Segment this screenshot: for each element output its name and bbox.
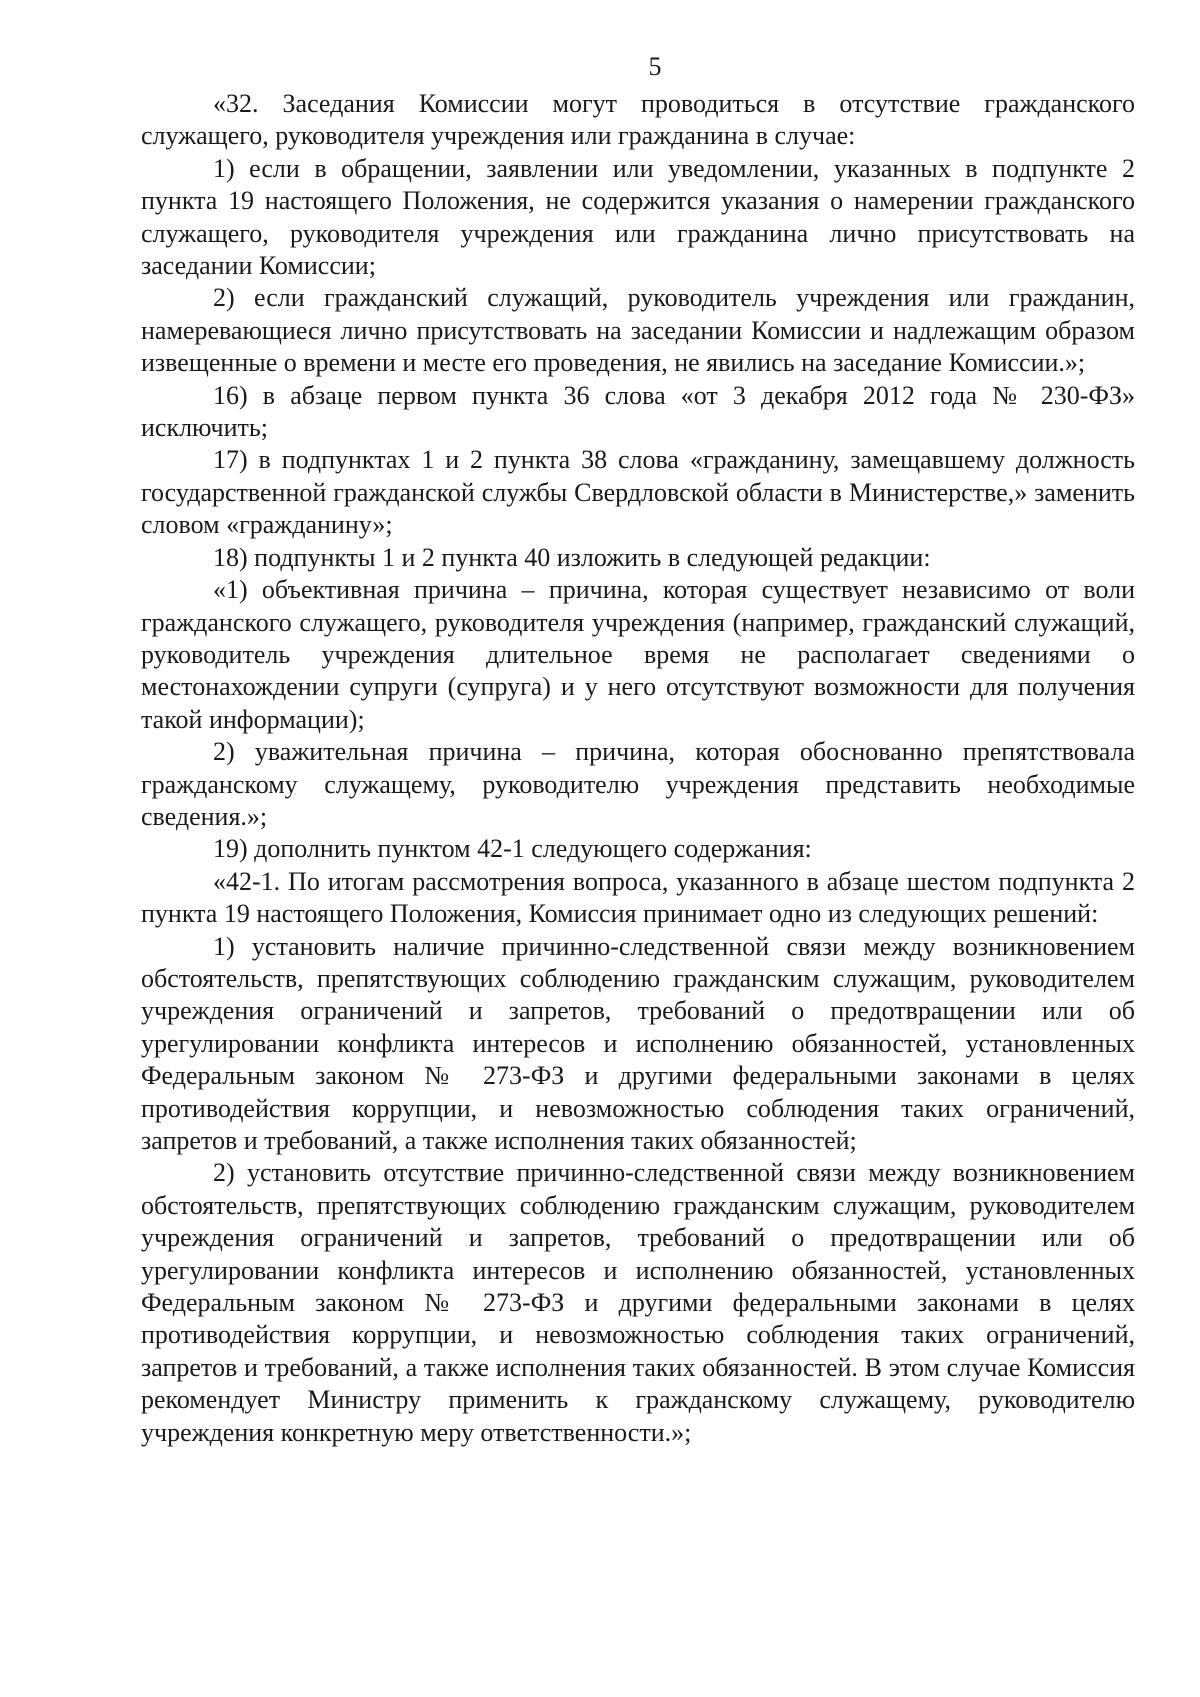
paragraph-amendment-18: 18) подпункты 1 и 2 пункта 40 изложить в следующей редакции: bbox=[213, 542, 931, 572]
page-number: 5 bbox=[648, 52, 662, 81]
paragraph-32-intro: «32. Заседания Комиссии могут проводиться в отсутствие гражданского служащего, руководителя учреждения или гражданина в случае: bbox=[141, 89, 1135, 151]
paragraph-amendment-17: 17) в подпунктах 1 и 2 пункта 38 слова «гражданину, замещавшему должность государственной гражданской службы Свердловской области в Министерстве,» заменить словом «гражданину»; bbox=[141, 445, 1135, 540]
paragraph-amendment-19: 19) дополнить пунктом 42-1 следующего содержания: bbox=[213, 834, 812, 864]
paragraph-42-1-item-2: 2) установить отсутствие причинно-следственной связи между возникновением обстоятельств, препятствующих соблюдению гражданским служащим, руководителем учреждения ограничений и запретов, требований о предотвращении или об урегулировании конфликта интересов и исполнению обязанностей, установленных Федеральным законом № 273-ФЗ и другими федеральными законами в целях противодействия коррупции, и невозможностью соблюдения таких ограничений, запретов и требований, а также исполнения таких обязанностей. В этом случае Комиссия рекомендует Министру применить к гражданскому служащему, руководителю учреждения конкретную меру ответственности.»; bbox=[141, 1158, 1135, 1447]
paragraph-40-item-2: 2) уважительная причина – причина, которая обоснованно препятствовала гражданскому служащему, руководителю учреждения представить необходимые сведения.»; bbox=[141, 737, 1135, 831]
paragraph-32-item-1: 1) если в обращении, заявлении или уведомлении, указанных в подпункте 2 пункта 19 настоящего Положения, не содержится указания о намерении гражданского служащего, руководителя учреждения или гражданина лично присутствовать на заседании Комиссии; bbox=[141, 153, 1135, 281]
paragraph-42-1-item-1: 1) установить наличие причинно-следственной связи между возникновением обстоятельств, препятствующих соблюдению гражданским служащим, руководителем учреждения ограничений и запретов, требований о предотвращении или об урегулировании конфликта интересов и исполнению обязанностей, установленных Федеральным законом № 273-ФЗ и другими федеральными законами в целях противодействия коррупции, и невозможностью соблюдения таких ограничений, запретов и требований, а также исполнения таких обязанностей; bbox=[141, 931, 1135, 1155]
paragraph-40-item-1: «1) объективная причина – причина, которая существует независимо от воли гражданского служащего, руководителя учреждения (например, гражданский служащий, руководитель учреждения длительное время не располагает сведениями о местонахождении супруги (супруга) и у него отсутствуют возможности для получения такой информации); bbox=[141, 575, 1135, 734]
document-body bbox=[141, 88, 1135, 1449]
paragraph-42-1-intro: «42-1. По итогам рассмотрения вопроса, указанного в абзаце шестом подпункта 2 пункта 19 настоящего Положения, Комиссия принимает одно из следующих решений: bbox=[141, 866, 1135, 929]
paragraph-amendment-16: 16) в абзаце первом пункта 36 слова «от 3 декабря 2012 года № 230-ФЗ» исключить; bbox=[141, 380, 1135, 443]
paragraph-32-item-2: 2) если гражданский служащий, руководитель учреждения или гражданин, намеревающиеся лично присутствовать на заседании Комиссии и надлежащим образом извещенные о времени и месте его проведения, не явились на заседание Комиссии.»; bbox=[141, 283, 1135, 378]
